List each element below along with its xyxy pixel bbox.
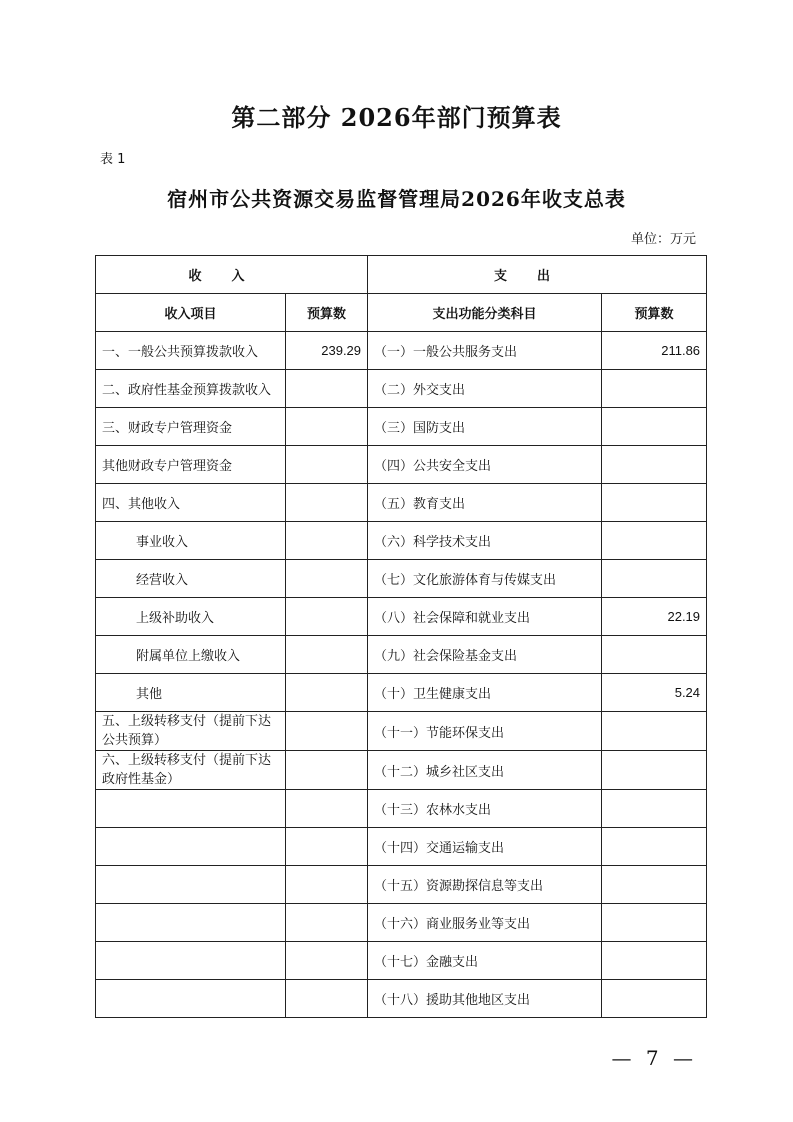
- part-title: 第二部分 2026年部门预算表: [231, 103, 562, 132]
- income-item: [96, 790, 286, 828]
- income-amount: [286, 446, 368, 484]
- expense-item: （五）教育支出: [368, 484, 602, 522]
- expense-item: （十）卫生健康支出: [368, 674, 602, 712]
- income-item: 附属单位上缴收入: [96, 636, 286, 674]
- income-amount: [286, 408, 368, 446]
- expense-amount: [602, 828, 707, 866]
- income-amount-header: 预算数: [286, 294, 368, 332]
- income-item: 六、上级转移支付（提前下达政府性基金）: [96, 751, 286, 790]
- income-amount: [286, 636, 368, 674]
- group-header-row: [96, 256, 707, 294]
- expense-item: （六）科学技术支出: [368, 522, 602, 560]
- table-row: [96, 866, 707, 904]
- income-amount: [286, 751, 368, 790]
- table-row: [96, 370, 707, 408]
- expense-amount: [602, 942, 707, 980]
- expense-item: （二）外交支出: [368, 370, 602, 408]
- table-row: [96, 942, 707, 980]
- expense-item: （四）公共安全支出: [368, 446, 602, 484]
- income-item: 一、一般公共预算拨款收入: [96, 332, 286, 370]
- income-amount: [286, 560, 368, 598]
- income-amount: [286, 980, 368, 1018]
- table-number: 表 1: [100, 152, 126, 167]
- table-row: [96, 522, 707, 560]
- income-item: 四、其他收入: [96, 484, 286, 522]
- income-amount: [286, 522, 368, 560]
- income-item: 经营收入: [96, 560, 286, 598]
- expense-item: （十四）交通运输支出: [368, 828, 602, 866]
- income-item: [96, 904, 286, 942]
- expense-amount: 211.86: [602, 332, 707, 370]
- table-title: 宿州市公共资源交易监督管理局2026年收支总表: [167, 187, 626, 211]
- table-row: [96, 828, 707, 866]
- expense-item: （十八）援助其他地区支出: [368, 980, 602, 1018]
- table-row: [96, 408, 707, 446]
- expense-group-header: 支出: [368, 256, 707, 294]
- income-amount: [286, 904, 368, 942]
- income-amount: 239.29: [286, 332, 368, 370]
- income-item: [96, 866, 286, 904]
- income-amount: [286, 712, 368, 751]
- income-item: 其他: [96, 674, 286, 712]
- table-row: [96, 904, 707, 942]
- table-row: [96, 636, 707, 674]
- income-amount: [286, 674, 368, 712]
- income-group-header: 收入: [96, 256, 368, 294]
- income-item: 其他财政专户管理资金: [96, 446, 286, 484]
- expense-item: （七）文化旅游体育与传媒支出: [368, 560, 602, 598]
- income-item: [96, 828, 286, 866]
- expense-amount: [602, 636, 707, 674]
- expense-item-header: 支出功能分类科目: [368, 294, 602, 332]
- income-amount: [286, 790, 368, 828]
- expense-amount: [602, 446, 707, 484]
- expense-amount: [602, 370, 707, 408]
- table-row: [96, 751, 707, 790]
- income-item: 五、上级转移支付（提前下达公共预算）: [96, 712, 286, 751]
- income-item: 三、财政专户管理资金: [96, 408, 286, 446]
- expense-amount: [602, 522, 707, 560]
- table-row: [96, 332, 707, 370]
- unit-label: 单位：万元: [630, 232, 696, 247]
- expense-item: （十七）金融支出: [368, 942, 602, 980]
- expense-item: （十五）资源勘探信息等支出: [368, 866, 602, 904]
- expense-amount-header: 预算数: [602, 294, 707, 332]
- column-header-row: [96, 294, 707, 332]
- expense-item: （三）国防支出: [368, 408, 602, 446]
- expense-amount: 22.19: [602, 598, 707, 636]
- income-item: [96, 980, 286, 1018]
- table-row: [96, 560, 707, 598]
- expense-item: （九）社会保险基金支出: [368, 636, 602, 674]
- income-item: 二、政府性基金预算拨款收入: [96, 370, 286, 408]
- table-row: [96, 790, 707, 828]
- expense-item: （十三）农林水支出: [368, 790, 602, 828]
- expense-item: （十二）城乡社区支出: [368, 751, 602, 790]
- table-row: [96, 446, 707, 484]
- income-amount: [286, 942, 368, 980]
- table-row: [96, 484, 707, 522]
- expense-amount: [602, 904, 707, 942]
- expense-amount: 5.24: [602, 674, 707, 712]
- expense-amount: [602, 790, 707, 828]
- income-amount: [286, 866, 368, 904]
- income-amount: [286, 598, 368, 636]
- expense-amount: [602, 408, 707, 446]
- income-amount: [286, 370, 368, 408]
- table-row: [96, 712, 707, 751]
- income-item: [96, 942, 286, 980]
- expense-amount: [602, 866, 707, 904]
- income-amount: [286, 828, 368, 866]
- income-item: 上级补助收入: [96, 598, 286, 636]
- income-item: 事业收入: [96, 522, 286, 560]
- expense-amount: [602, 712, 707, 751]
- expense-amount: [602, 484, 707, 522]
- budget-table: [95, 255, 707, 1018]
- expense-item: （一）一般公共服务支出: [368, 332, 602, 370]
- table-row: [96, 674, 707, 712]
- expense-amount: [602, 560, 707, 598]
- expense-amount: [602, 980, 707, 1018]
- income-item-header: 收入项目: [96, 294, 286, 332]
- expense-item: （十六）商业服务业等支出: [368, 904, 602, 942]
- table-row: [96, 598, 707, 636]
- expense-item: （八）社会保障和就业支出: [368, 598, 602, 636]
- page-number: — 7 —: [611, 1046, 697, 1070]
- expense-amount: [602, 751, 707, 790]
- income-amount: [286, 484, 368, 522]
- table-row: [96, 980, 707, 1018]
- expense-item: （十一）节能环保支出: [368, 712, 602, 751]
